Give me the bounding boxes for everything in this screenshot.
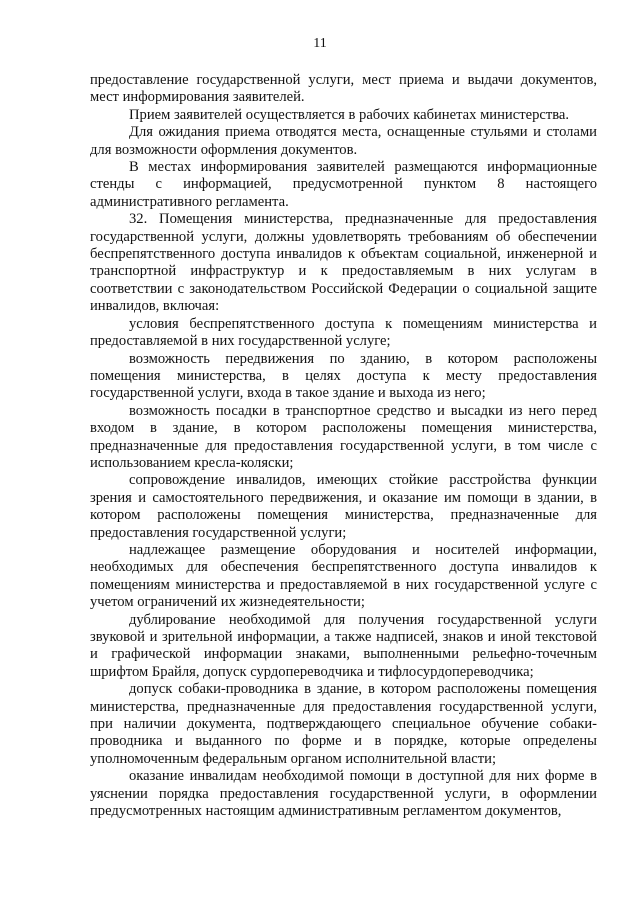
list-item-escort: сопровождение инвалидов, имеющих стойкие расстройства функции зрения и самостоятельного передвижения, и оказание им помощи в здании, в котором расположены помещения министерства, предназначенные для предоставления государственной услуги; xyxy=(90,472,597,541)
list-item-transport-boarding: возможность посадки в транспортное средство и высадки из него перед входом в здание, в котором расположены помещения министерства, предназначенные для предоставления государственной услуги, в том числе с использованием кресла-коляски; xyxy=(90,402,597,471)
document-body xyxy=(90,72,597,820)
paragraph-clause-32: 32. Помещения министерства, предназначенные для предоставления государственной услуги, должны удовлетворять требованиям об обеспечении беспрепятственного доступа инвалидов к объектам социальной, инженерной и транспортной инфраструктур и к предоставляемым в них услугам в соответствии с законодательством Российской Федерации о социальной защите инвалидов, включая: xyxy=(90,211,597,315)
list-item-movement: возможность передвижения по зданию, в котором расположены помещения министерства, в целях доступа к месту предоставления государственной услуги, входа в такое здание и выхода из него; xyxy=(90,350,597,402)
list-item-guide-dog: допуск собаки-проводника в здание, в котором расположены помещения министерства, предназначенные для предоставления государственной услуги, при наличии документа, подтверждающего специальное обучение собаки-проводника и выданного по форме и в порядке, которые определены уполномоченным федеральным органом исполнительной власти; xyxy=(90,681,597,767)
list-item-assistance: оказание инвалидам необходимой помощи в доступной для них форме в уяснении порядка предоставления государственной услуги, в оформлении предусмотренных настоящим административным регламентом документов, xyxy=(90,768,597,820)
paragraph-information-stands: В местах информирования заявителей размещаются информационные стенды с информацией, предусмотренной пунктом 8 настоящего административного регламента. xyxy=(90,159,597,210)
page-number: 11 xyxy=(313,36,327,51)
paragraph-reception-location: Прием заявителей осуществляется в рабочих кабинетах министерства. xyxy=(129,106,570,123)
list-item-equipment-placement: надлежащее размещение оборудования и носителей информации, необходимых для обеспечения беспрепятственного доступа инвалидов к помещениям министерства и предоставляемой в них государственной услуге с учетом ограничений их жизнедеятельности; xyxy=(90,541,597,611)
list-item-access-conditions: условия беспрепятственного доступа к помещениям министерства и предоставляемой в них государственной услуге; xyxy=(90,315,597,350)
paragraph-continuation: предоставление государственной услуги, мест приема и выдачи документов, мест информирования заявителей. xyxy=(90,72,597,106)
list-item-braille-duplication: дублирование необходимой для получения государственной услуги звуковой и зрительной информации, а также надписей, знаков и иной текстовой и графической информации знаками, выполненными рельефно-точечным шрифтом Брайля, допуск сурдопереводчика и тифлосурдопереводчика; xyxy=(90,611,597,680)
paragraph-waiting-area: Для ожидания приема отводятся места, оснащенные стульями и столами для возможности оформления документов. xyxy=(90,124,597,158)
